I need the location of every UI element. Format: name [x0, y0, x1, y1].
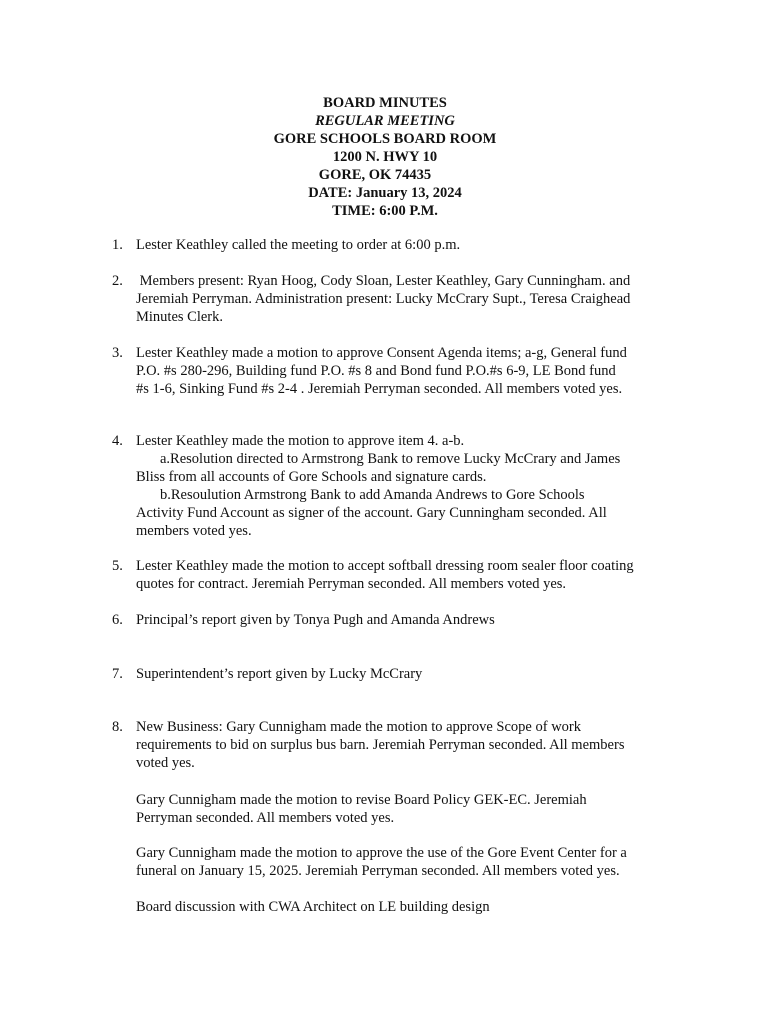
header-title: BOARD MINUTES: [323, 95, 447, 111]
item-text-line: voted yes.: [136, 755, 195, 771]
item-number: 2.: [112, 273, 123, 289]
minutes-item-6: [112, 611, 672, 629]
item-text-line: Lester Keathley made the motion to accept softball dressing room sealer floor coating: [136, 558, 634, 574]
item-text-line: members voted yes.: [136, 523, 252, 539]
item-text-line: requirements to bid on surplus bus barn. Jeremiah Perryman seconded. All members: [136, 737, 625, 753]
item-number: 1.: [112, 237, 123, 253]
minutes-item-4: [112, 432, 672, 540]
new-business-paragraph: [136, 898, 676, 916]
item-text-line: Bliss from all accounts of Gore Schools and signature cards.: [136, 469, 487, 485]
item-number: 3.: [112, 345, 123, 361]
paragraph-line: Perryman seconded. All members voted yes.: [136, 810, 395, 826]
item-text-line: P.O. #s 280-296, Building fund P.O. #s 8 and Bond fund P.O.#s 6-9, LE Bond fund: [136, 363, 616, 379]
new-business-paragraph: [136, 844, 676, 880]
item-text: Lester Keathley called the meeting to order at 6:00 p.m.: [136, 237, 461, 253]
minutes-header: [0, 94, 770, 220]
item-text-line: New Business: Gary Cunnigham made the motion to approve Scope of work: [136, 719, 581, 735]
paragraph-line: Gary Cunnigham made the motion to approve the use of the Gore Event Center for a: [136, 845, 627, 861]
item-text-line: #s 1-6, Sinking Fund #s 2-4 . Jeremiah Perryman seconded. All members voted yes.: [136, 381, 623, 397]
item-text-line: Jeremiah Perryman. Administration present: Lucky McCrary Supt., Teresa Craighead: [136, 291, 631, 307]
item-text-line: Minutes Clerk.: [136, 309, 223, 325]
item-text: Principal’s report given by Tonya Pugh and Amanda Andrews: [136, 612, 495, 628]
minutes-item-7: [112, 665, 672, 683]
minutes-item-1: [112, 236, 672, 254]
new-business-paragraph: [136, 791, 676, 827]
item-text-line: Lester Keathley made the motion to approve item 4. a-b.: [136, 433, 465, 449]
item-text-line: Lester Keathley made a motion to approve Consent Agenda items; a-g, General fund: [136, 345, 627, 361]
header-date: DATE: January 13, 2024: [308, 185, 462, 201]
item-text: Superintendent’s report given by Lucky McCrary: [136, 666, 423, 682]
item-number: 7.: [112, 666, 123, 682]
minutes-item-5: [112, 557, 672, 593]
item-number: 4.: [112, 433, 123, 449]
header-address: 1200 N. HWY 10: [332, 149, 438, 165]
item-text-line: Members present: Ryan Hoog, Cody Sloan, Lester Keathley, Gary Cunningham. and: [136, 273, 631, 289]
paragraph-line: Gary Cunnigham made the motion to revise Board Policy GEK-EC. Jeremiah: [136, 792, 587, 808]
item-number: 6.: [112, 612, 123, 628]
header-time: TIME: 6:00 P.M.: [332, 203, 438, 219]
item-subitem-b: b.Resoulution Armstrong Bank to add Amanda Andrews to Gore Schools: [160, 487, 585, 503]
item-text-line: quotes for contract. Jeremiah Perryman seconded. All members voted yes.: [136, 576, 567, 592]
item-subitem-a: a.Resolution directed to Armstrong Bank to remove Lucky McCrary and James: [160, 451, 621, 467]
minutes-item-8: [112, 718, 672, 772]
minutes-item-3: [112, 344, 672, 398]
paragraph-line: funeral on January 15, 2025. Jeremiah Perryman seconded. All members voted yes.: [136, 863, 620, 879]
item-text-line: Activity Fund Account as signer of the account. Gary Cunningham seconded. All: [136, 505, 607, 521]
header-city: GORE, OK 74435: [318, 167, 432, 183]
item-number: 8.: [112, 719, 123, 735]
minutes-item-2: [112, 272, 672, 326]
header-location: GORE SCHOOLS BOARD ROOM: [273, 131, 497, 147]
item-number: 5.: [112, 558, 123, 574]
paragraph-line: Board discussion with CWA Architect on LE building design: [136, 899, 490, 915]
header-meeting-type: REGULAR MEETING: [315, 113, 455, 129]
